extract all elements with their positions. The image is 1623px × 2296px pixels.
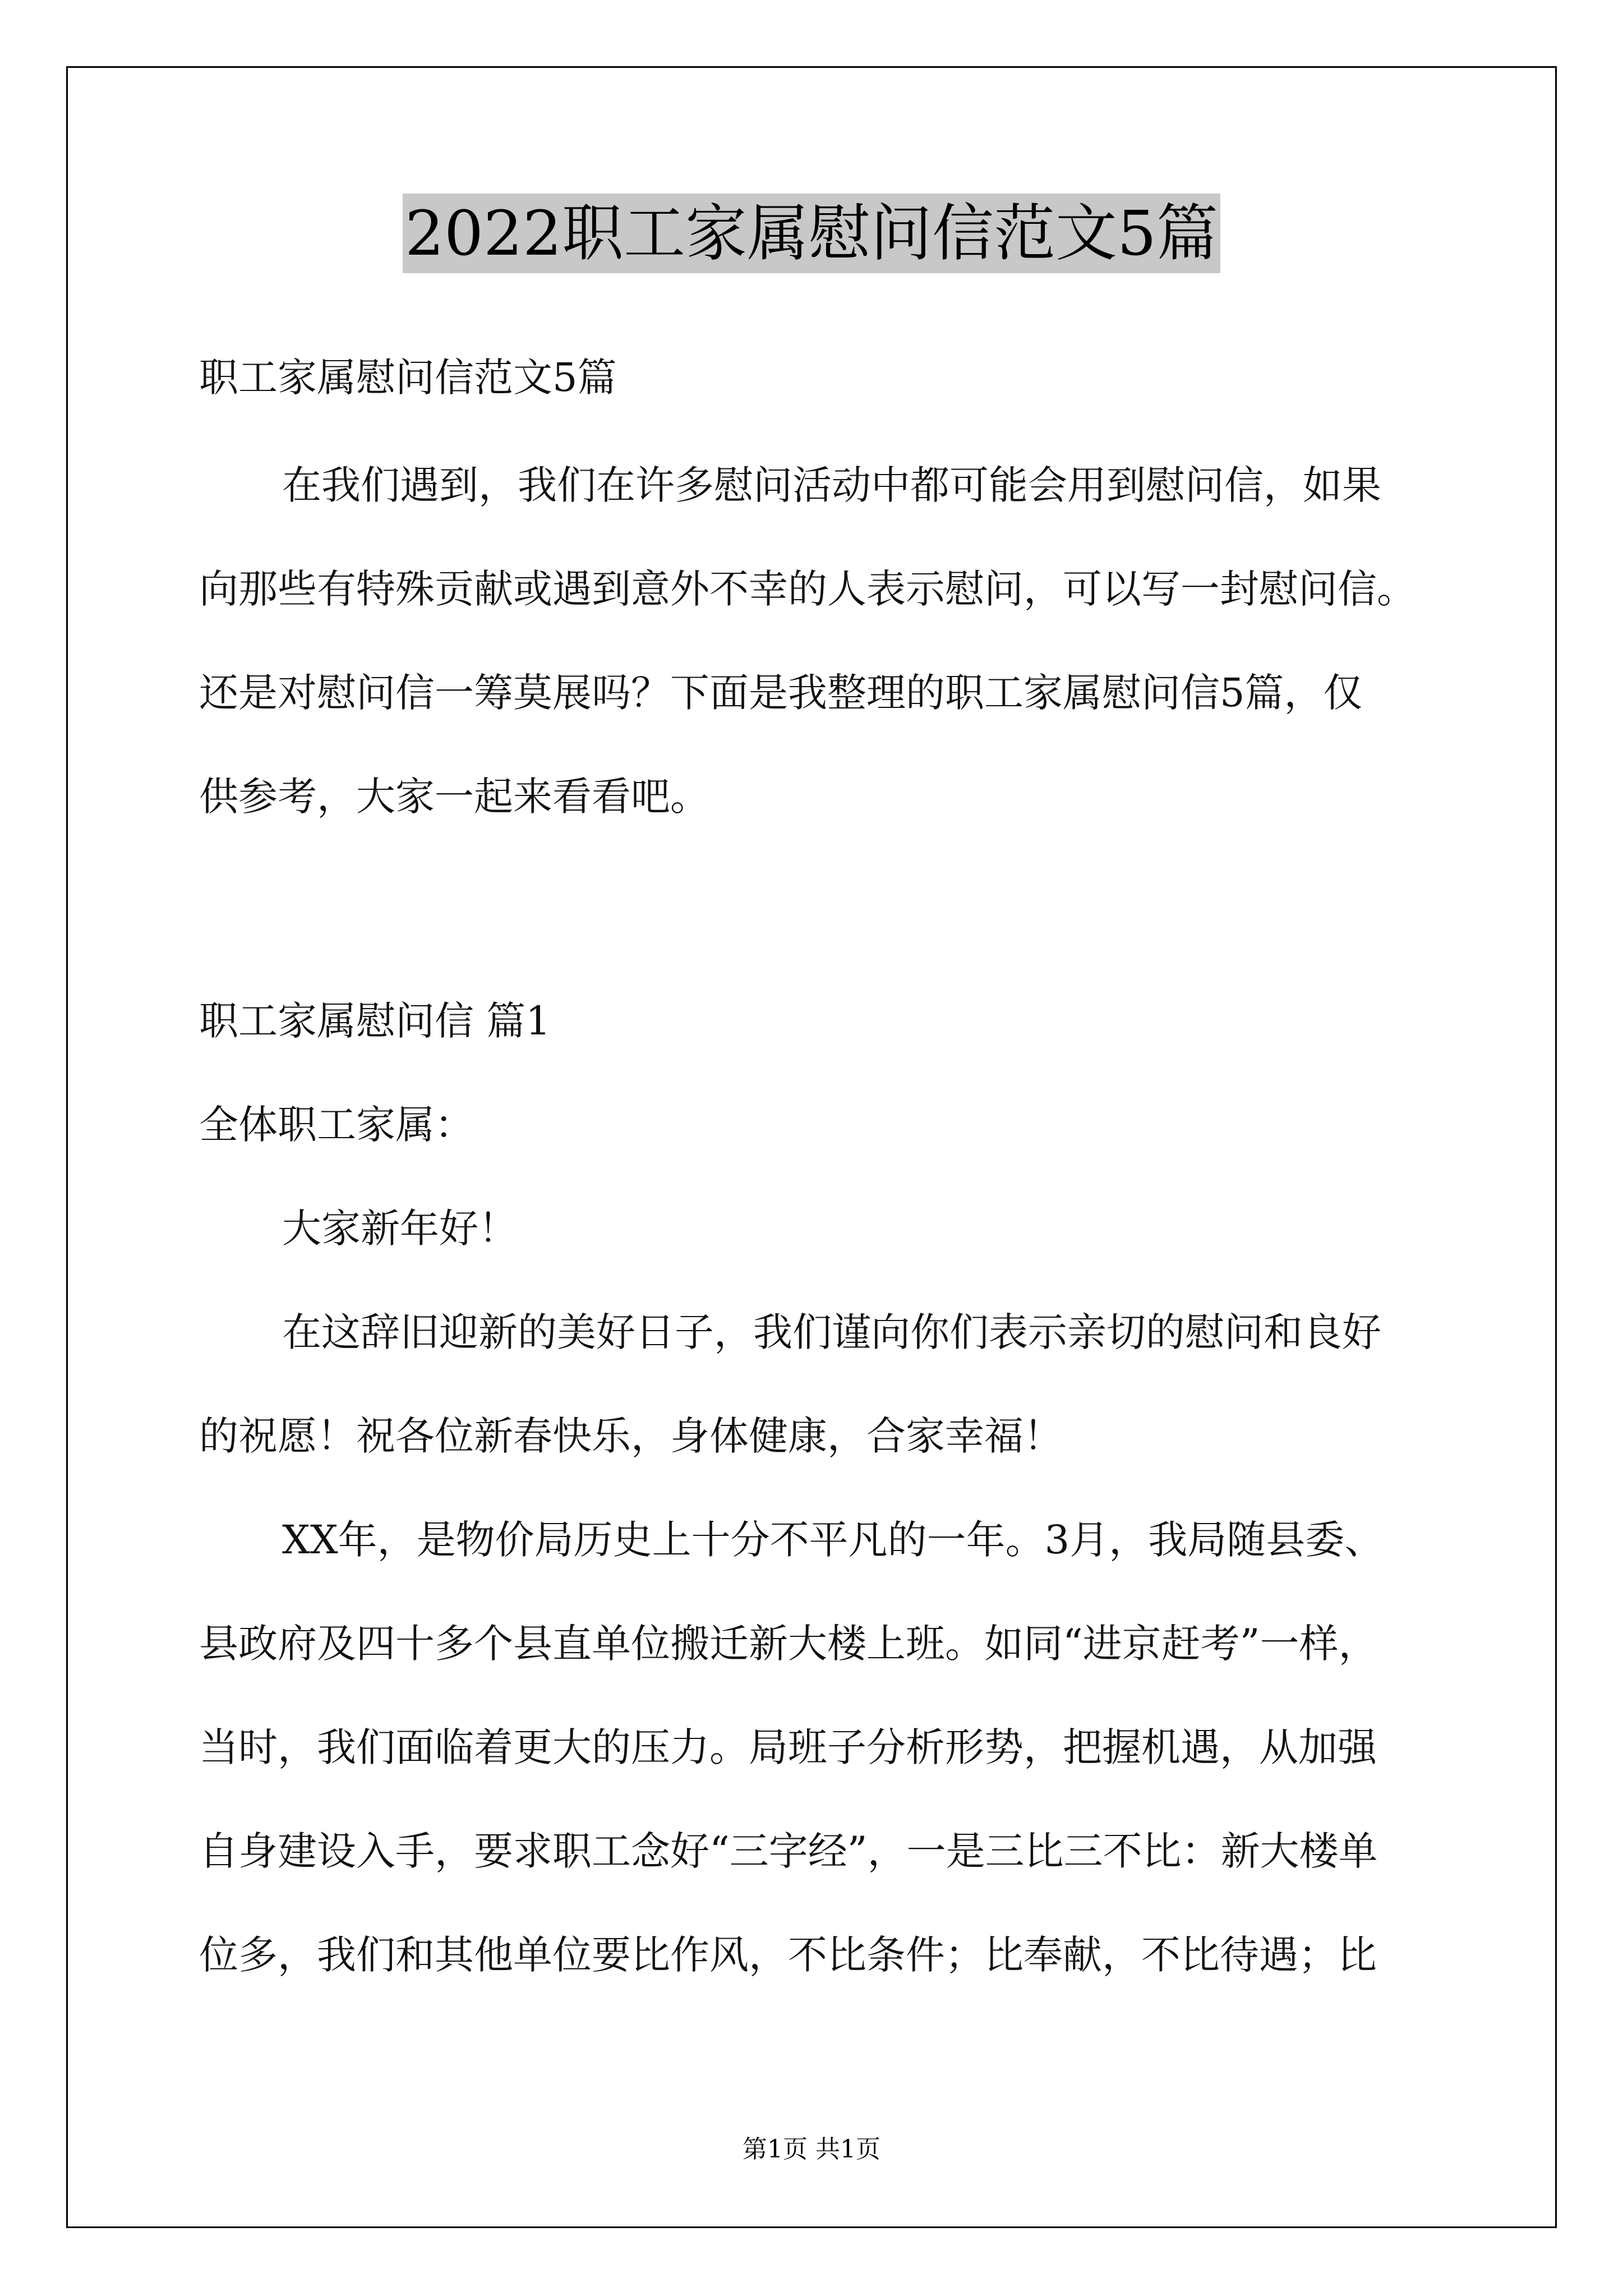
paragraph-line: 的祝愿！祝各位新春快乐，身体健康，合家幸福！	[199, 1413, 1063, 1459]
paragraph-line: 在我们遇到，我们在许多慰问活动中都可能会用到慰问信，如果	[282, 462, 1381, 508]
paragraph-line: XX年，是物价局历史上十分不平凡的一年。3月，我局随县委、	[282, 1517, 1384, 1563]
salutation: 全体职工家属：	[199, 1102, 474, 1148]
paragraph-line: 供参考，大家一起来看看吧。	[199, 774, 709, 820]
document-title: 2022职工家属慰问信范文5篇	[403, 194, 1220, 273]
document-subtitle: 职工家属慰问信范文5篇	[199, 355, 617, 401]
paragraph-line: 县政府及四十多个县直单位搬迁新大楼上班。如同“进京赶考”一样，	[199, 1621, 1378, 1667]
greeting: 大家新年好！	[282, 1205, 518, 1251]
paragraph-line: 在这辞旧迎新的美好日子，我们谨向你们表示亲切的慰问和良好	[282, 1309, 1381, 1355]
title-container	[0, 194, 1623, 273]
paragraph-line: 还是对慰问信一筹莫展吗？下面是我整理的职工家属慰问信5篇，仅	[199, 670, 1363, 716]
paragraph-line: 自身建设入手，要求职工念好“三字经”，一是三比三不比：新大楼单	[199, 1828, 1378, 1874]
paragraph-line: 当时，我们面临着更大的压力。局班子分析形势，把握机遇，从加强	[199, 1724, 1377, 1770]
section-heading: 职工家属慰问信 篇1	[199, 998, 551, 1044]
paragraph-line: 向那些有特殊贡献或遇到意外不幸的人表示慰问，可以写一封慰问信。	[199, 566, 1416, 612]
paragraph-line: 位多，我们和其他单位要比作风，不比条件；比奉献，不比待遇；比	[199, 1932, 1377, 1978]
page-footer: 第1页 共1页	[743, 2135, 880, 2164]
